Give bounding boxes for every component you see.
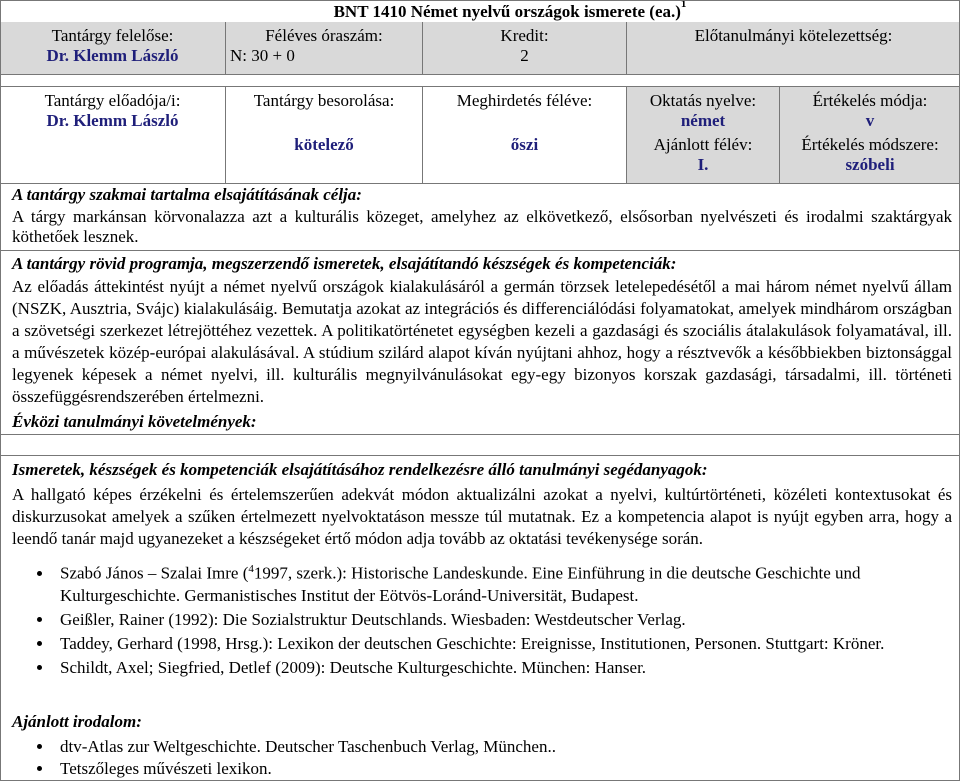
list-item: • Szabó János – Szalai Imre ($^4$1997, szerk.): Historische Landeskunde. Eine Einführung in die deutsche Geschichte und Kulturgeschichte. Germanistisches Institut der Eötvös-Loránd-Universität, Budapest.: [54, 558, 952, 607]
nyelv-value: német: [680, 111, 726, 130]
divider: [0, 455, 960, 456]
besorolas-cell: [226, 87, 423, 183]
celja-text: A tárgy markánsan körvonalazza azt a kulturális közeget, amelyhez az elkövetkező, elsősorban nyelvészeti és irodalmi szaktárgyak köthetőek lesznek.: [12, 207, 952, 246]
irodalom-heading: Ajánlott irodalom:: [12, 712, 142, 731]
divider: [0, 183, 960, 184]
kredit-cell: [423, 22, 627, 74]
course-title: [230, 2, 790, 22]
meghirdetes-label: Meghirdetés féléve:: [456, 91, 593, 110]
program-text: Az előadás áttekintést nyújt a német nyelvű országok kialakulásáról a germán törzsek letelepedésétől a mai három német nyelvű állam (NSZK, Ausztria, Svájc) kialakulásáig. Bemutatja azokat az integrációs és differenciálódási folyamatokat, amelyek mindhárom országban a szövetségi szerkezet létrejöttéhez vezettek. A politikatörténetet egységben kezeli a gazdasági és szociális átalakulások folyamatával, ill. a művészetek közép-európai alakulásával. A stúdium szilárd alapot kíván nyújtani ahhoz, hogy a résztvevők a későbbiekben biztonsággal legyenek képesek a német nyelvi, ill. kulturális megnyilvánulásokat egy-egy bizonyos korszak gazdasági, társadalmi, ill. történeti összefüggésrendszerében értelmezni.: [12, 277, 952, 406]
elotanulmanyi-cell: [627, 22, 960, 74]
list-item: • Geißler, Rainer (1992): Die Sozialstruktur Deutschlands. Wiesbaden: Westdeutscher Verlag.: [54, 609, 952, 631]
eloado-label: Tantárgy előadója/i:: [44, 91, 181, 110]
list-item: • Tetszőleges művészeti lexikon.: [54, 758, 952, 780]
divider: [0, 434, 960, 435]
kredit-value: 2: [520, 46, 529, 65]
felelos-cell: [0, 22, 226, 74]
info-row-1: [0, 22, 960, 75]
celja-section: [0, 185, 960, 247]
celja-heading: A tantárgy szakmai tartalma elsajátításának célja:: [12, 185, 362, 204]
oraszam-value: N: 30 + 0: [230, 46, 295, 65]
course-title-text: BNT 1410 Német nyelvű országok ismerete (ea.): [333, 2, 681, 21]
segedanyag-heading: Ismeretek, készségek és kompetenciák elsajátításához rendelkezésre álló tanulmányi segédanyagok:: [12, 460, 708, 479]
nyelv-cell: [627, 87, 780, 183]
oraszam-label: Féléves óraszám:: [265, 26, 383, 45]
ertekeles-mod-label: Értékelés módja:: [812, 91, 928, 110]
evkozi-section: [0, 412, 960, 432]
spacer-row: [0, 75, 960, 87]
irodalom-section: [0, 712, 960, 780]
ajanlott-label: Ajánlott félév:: [653, 135, 753, 154]
list-item: • Taddey, Gerhard (1998, Hrsg.): Lexikon der deutschen Geschichte: Ereignisse, Institutionen, Personen. Stuttgart: Kröner.: [54, 633, 952, 655]
ertekeles-mod-value: v: [865, 111, 875, 130]
header-row: [0, 0, 960, 22]
course-title-footnote: 1: [680, 0, 687, 10]
info-row-2: [0, 87, 960, 183]
besorolas-label: Tantárgy besorolása:: [253, 91, 395, 110]
eloado-value: Dr. Klemm László: [46, 111, 179, 130]
irodalom-list: [12, 736, 952, 780]
ertekeles-cell: [780, 87, 960, 183]
program-section: [0, 254, 960, 408]
segedanyag-section: [0, 460, 960, 679]
divider: [0, 250, 960, 251]
meghirdetes-cell: [423, 87, 627, 183]
segedanyag-text: A hallgató képes érzékelni és értelemszerűen adekvát módon aktualizálni azokat a nyelvi, kultúrtörténeti, közéleti kontextusokat és diskurzusokat amelyek a szűken értelmezett nyelvoktatáson messze túl mutatnak. Ez a kompetencia alapot is nyújt egyben arra, hogy a leendő tanár majd ugyanezeket a készségeket értő módon adja tovább az oktatási tevékenysége során.: [12, 485, 952, 548]
list-item: • Schildt, Axel; Siegfried, Detlef (2009): Deutsche Kulturgeschichte. München: Hanser.: [54, 657, 952, 679]
oraszam-cell: [226, 22, 423, 74]
segedanyag-list: [12, 558, 952, 679]
modszer-value: szóbeli: [845, 155, 895, 174]
list-item: • dtv-Atlas zur Weltgeschichte. Deutscher Taschenbuch Verlag, München..: [54, 736, 952, 758]
felelos-label: Tantárgy felelőse:: [51, 26, 174, 45]
meghirdetes-value: őszi: [510, 135, 539, 154]
modszer-label: Értékelés módszere:: [801, 135, 939, 154]
evkozi-heading: Évközi tanulmányi követelmények:: [12, 412, 257, 431]
felelos-value: Dr. Klemm László: [46, 46, 179, 65]
besorolas-value: kötelező: [294, 135, 354, 154]
kredit-label: Kredit:: [500, 26, 549, 45]
program-heading: A tantárgy rövid programja, megszerzendő ismeretek, elsajátítandó készségek és kompetenciák:: [12, 254, 677, 273]
nyelv-label: Oktatás nyelve:: [649, 91, 757, 110]
ajanlott-value: I.: [697, 155, 709, 174]
eloado-cell: [0, 87, 226, 183]
elotanulmanyi-label: Előtanulmányi kötelezettség:: [694, 26, 893, 45]
